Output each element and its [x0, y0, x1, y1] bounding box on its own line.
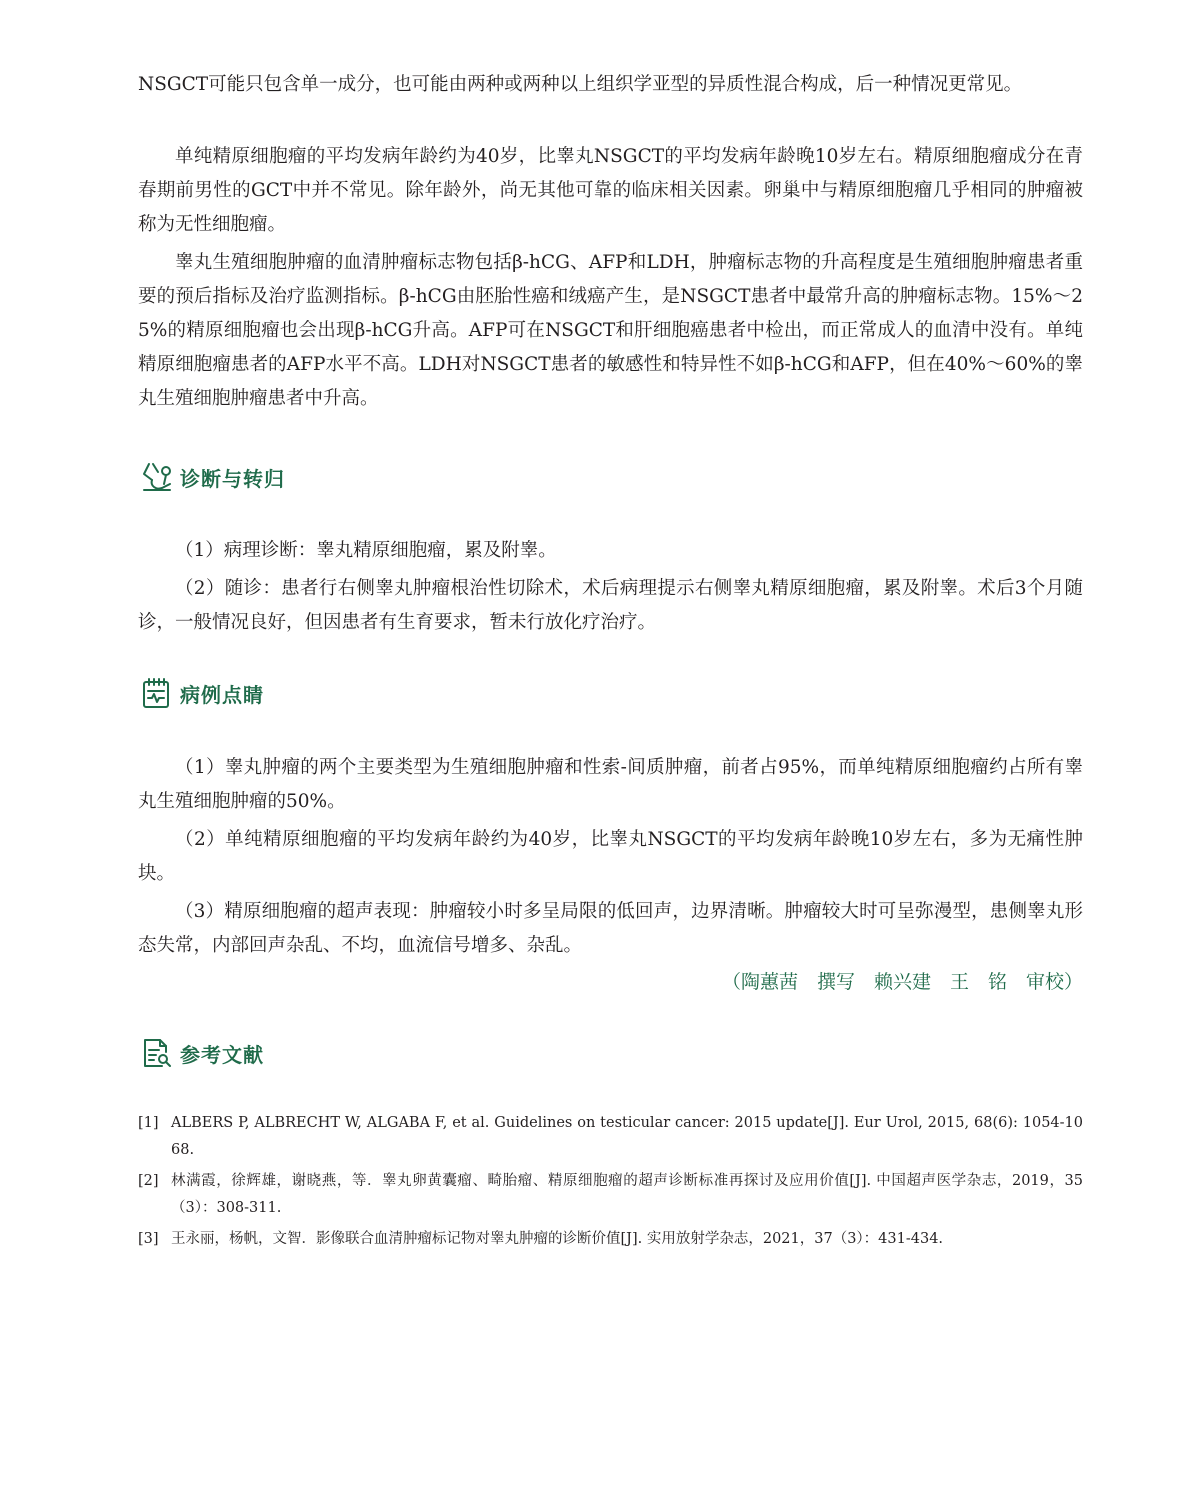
diagnosis-heading-text: 诊断与转归: [180, 466, 285, 491]
reference-item: [138, 1168, 1083, 1222]
diagnosis-section-heading: [140, 460, 285, 494]
case-point-item-2: （2）单纯精原细胞瘤的平均发病年龄约为40岁，比睾丸NSGCT的平均发病年龄晚10岁左右，多为无痛性肿块。: [138, 829, 1083, 884]
reference-text: 王永丽，杨帆，文智．影像联合血清肿瘤标记物对睾丸肿瘤的诊断价值[J]. 实用放射学杂志，2021，37（3）：431-434.: [171, 1231, 944, 1247]
reference-text: 林满霞，徐辉雄，谢晓燕，等．睾丸卵黄囊瘤、畸胎瘤、精原细胞瘤的超声诊断标准再探讨及应用价值[J]. 中国超声医学杂志，2019，35（3）：308-311.: [171, 1173, 1083, 1216]
reference-item: [138, 1110, 1083, 1164]
reference-text: ALBERS P, ALBRECHT W, ALGABA F, et al. Guidelines on testicular cancer: 2015 update[J]. Eur Urol, 2015, 68(6): 1054-1068.: [171, 1115, 1083, 1158]
case-points-heading-text: 病例点睛: [180, 682, 264, 707]
intro-paragraph-1: NSGCT可能只包含单一成分，也可能由两种或两种以上组织学亚型的异质性混合构成，后一种情况更常见。: [138, 74, 1023, 95]
reference-number: [2]: [138, 1173, 159, 1189]
intro-paragraph-2: 单纯精原细胞瘤的平均发病年龄约为40岁，比睾丸NSGCT的平均发病年龄晚10岁左右。精原细胞瘤成分在青春期前男性的GCT中并不常见。除年龄外，尚无其他可靠的临床相关因素。卵巢中与精原细胞瘤几乎相同的肿瘤被称为无性细胞瘤。: [138, 146, 1083, 235]
reference-number: [1]: [138, 1115, 159, 1131]
references-section-heading: [140, 1036, 264, 1070]
intro-paragraph-3: 睾丸生殖细胞肿瘤的血清肿瘤标志物包括β-hCG、AFP和LDH，肿瘤标志物的升高程度是生殖细胞肿瘤患者重要的预后指标及治疗监测指标。β-hCG由胚胎性癌和绒癌产生，是NSGCT患者中最常升高的肿瘤标志物。15%～25%的精原细胞瘤也会出现β-hCG升高。AFP可在NSGCT和肝细胞癌患者中检出，而正常成人的血清中没有。单纯精原细胞瘤患者的AFP水平不高。LDH对NSGCT患者的敏感性和特异性不如β-hCG和AFP，但在40%～60%的睾丸生殖细胞肿瘤患者中升高。: [138, 252, 1083, 409]
clipboard-icon: [140, 676, 174, 710]
diagnosis-item-1: （1）病理诊断：睾丸精原细胞瘤，累及附睾。: [175, 540, 557, 561]
author-attribution: （陶蕙茜 撰写 赖兴建 王 铭 审校）: [721, 971, 1083, 993]
case-point-item-3: （3）精原细胞瘤的超声表现：肿瘤较小时多呈局限的低回声，边界清晰。肿瘤较大时可呈弥漫型，患侧睾丸形态失常，内部回声杂乱、不均，血流信号增多、杂乱。: [138, 901, 1083, 956]
diagnosis-item-2: （2）随诊：患者行右侧睾丸肿瘤根治性切除术，术后病理提示右侧睾丸精原细胞瘤，累及附睾。术后3个月随诊，一般情况良好，但因患者有生育要求，暂未行放化疗治疗。: [138, 578, 1083, 633]
references-heading-text: 参考文献: [180, 1042, 264, 1067]
document-search-icon: [140, 1036, 174, 1070]
case-points-section-heading: [140, 676, 264, 710]
reference-item: [138, 1226, 1083, 1253]
case-point-item-1: （1）睾丸肿瘤的两个主要类型为生殖细胞肿瘤和性索-间质肿瘤，前者占95%，而单纯精原细胞瘤约占所有睾丸生殖细胞肿瘤的50%。: [138, 757, 1083, 812]
stethoscope-icon: [140, 460, 174, 494]
reference-number: [3]: [138, 1231, 159, 1247]
reference-list: [138, 1110, 1083, 1257]
